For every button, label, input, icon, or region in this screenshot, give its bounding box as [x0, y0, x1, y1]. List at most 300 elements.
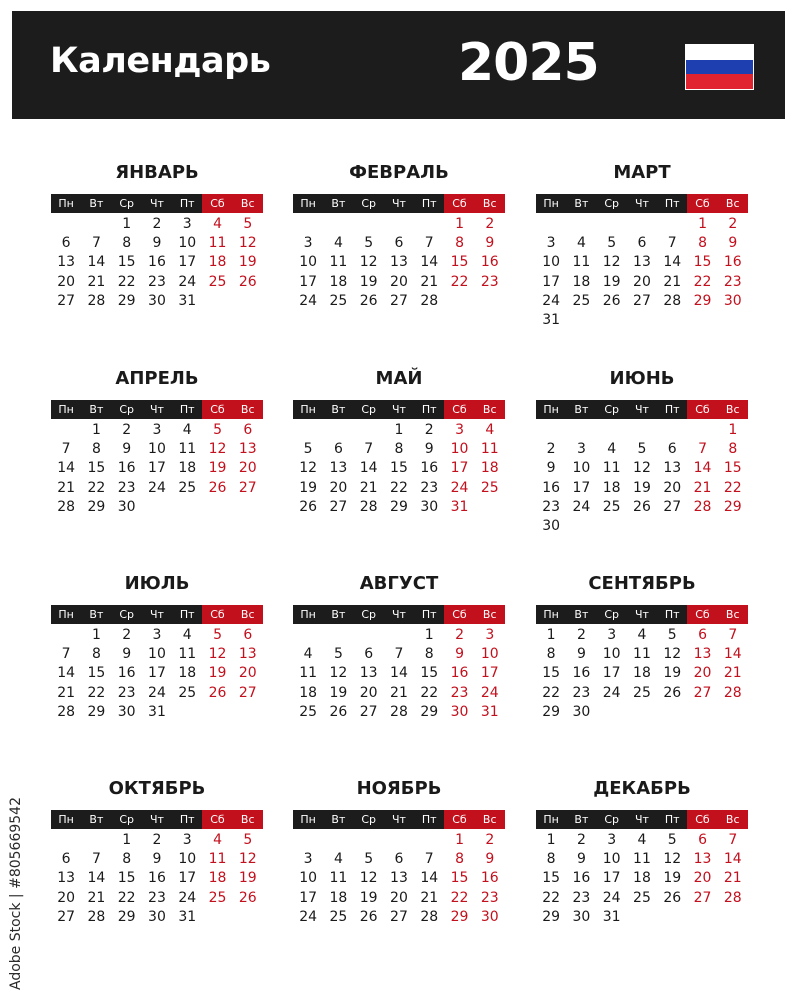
day-cell: 2	[455, 627, 464, 643]
day-cell: 5	[333, 646, 343, 663]
day-cell: 11	[572, 254, 591, 271]
day-cell: 9	[152, 235, 162, 252]
day-cell: 26	[299, 498, 318, 515]
day-cell: 24	[148, 479, 166, 496]
day-cell: 19	[238, 254, 257, 271]
month-block	[293, 368, 505, 568]
day-cell: 10	[148, 646, 166, 663]
day-cell: 31	[178, 292, 197, 309]
day-cell: 20	[693, 870, 712, 887]
day-cell: 12	[602, 254, 621, 271]
day-cell: 25	[329, 908, 348, 925]
day-cell: 5	[364, 235, 374, 252]
day-cell: 15	[420, 665, 439, 682]
weekday-header-row	[51, 810, 263, 829]
month-name: ИЮНЬ	[609, 368, 675, 389]
day-cell: 25	[602, 498, 621, 515]
day-cell: 10	[299, 254, 318, 271]
day-cell: 7	[394, 646, 404, 663]
day-cell: 17	[148, 460, 166, 477]
day-cell: 14	[693, 460, 712, 477]
day-cell: 3	[576, 441, 586, 458]
day-cell: 8	[455, 851, 464, 868]
day-cell: 7	[91, 235, 101, 252]
stock-watermark: Adobe Stock | #805669542	[8, 797, 24, 990]
day-cell: 23	[572, 889, 591, 906]
day-cell: 17	[450, 460, 469, 477]
day-cell: 16	[117, 460, 136, 477]
day-cell: 11	[633, 851, 651, 868]
day-cell: 8	[122, 235, 132, 252]
day-cell: 6	[698, 627, 707, 643]
weekday-label: Вс	[475, 810, 505, 829]
day-cell: 10	[178, 235, 197, 252]
day-cell: 5	[243, 216, 253, 232]
day-cell: 11	[633, 646, 651, 663]
day-cell: 19	[299, 479, 318, 496]
weekday-label: Сб	[687, 400, 717, 419]
day-cell: 25	[208, 273, 227, 290]
day-cell: 11	[329, 870, 348, 887]
day-cell: 23	[572, 684, 591, 701]
day-cell: 21	[57, 479, 76, 496]
month-name: ЯНВАРЬ	[115, 162, 199, 183]
day-cell: 16	[723, 254, 742, 271]
day-cell: 5	[637, 441, 647, 458]
day-cell: 26	[602, 292, 621, 309]
month-block	[293, 778, 505, 978]
day-cell: 18	[602, 479, 621, 496]
day-cell: 30	[572, 908, 591, 925]
day-cell: 5	[303, 441, 313, 458]
weekday-label: Сб	[444, 400, 474, 419]
day-cell: 25	[299, 703, 318, 720]
day-cell: 15	[693, 254, 712, 271]
day-cell: 24	[542, 292, 561, 309]
day-cell: 1	[546, 832, 556, 848]
weekday-label: Пн	[293, 605, 323, 624]
day-cell: 14	[57, 460, 76, 477]
day-cell: 6	[698, 832, 707, 848]
day-cell: 3	[546, 235, 556, 252]
day-cell: 8	[455, 235, 464, 252]
day-cell: 3	[182, 216, 192, 232]
day-cell: 12	[359, 870, 378, 887]
day-cell: 29	[420, 703, 439, 720]
day-cell: 1	[91, 422, 101, 438]
weekday-label: Пн	[51, 810, 81, 829]
day-cell: 18	[178, 460, 197, 477]
day-cell: 20	[390, 273, 408, 290]
weekday-label: Сб	[444, 194, 474, 213]
day-cell: 30	[420, 498, 439, 515]
day-cell: 14	[420, 254, 439, 271]
day-cell: 7	[728, 832, 738, 848]
day-cell: 11	[208, 235, 227, 252]
day-cell: 13	[693, 646, 712, 663]
day-cell: 8	[728, 441, 738, 458]
day-cell: 1	[728, 422, 738, 438]
day-cell: 1	[546, 627, 556, 643]
weekday-label: Чт	[384, 810, 414, 829]
day-cell: 23	[420, 479, 439, 496]
weekday-header-row	[51, 400, 263, 419]
weekday-label: Сб	[202, 400, 232, 419]
month-name: ДЕКАБРЬ	[593, 778, 691, 799]
day-cell: 26	[238, 273, 257, 290]
day-cell: 10	[299, 870, 318, 887]
month-block	[293, 162, 505, 362]
day-cell: 16	[450, 665, 469, 682]
day-cell: 19	[633, 479, 651, 496]
day-cell: 14	[723, 851, 742, 868]
day-cell: 15	[87, 665, 106, 682]
weekday-header-row	[51, 605, 263, 624]
day-cell: 9	[455, 646, 464, 663]
day-cell: 6	[364, 646, 374, 663]
day-cell: 17	[178, 254, 197, 271]
day-cell: 24	[602, 684, 621, 701]
day-cell: 31	[148, 703, 166, 720]
day-cell: 13	[57, 870, 76, 887]
weekday-label: Вт	[323, 810, 353, 829]
calendar-header	[12, 11, 785, 119]
month-block	[51, 368, 263, 568]
day-cell: 27	[390, 292, 408, 309]
weekday-label: Пн	[293, 194, 323, 213]
day-cell: 5	[667, 832, 677, 848]
weekday-label: Ср	[112, 194, 142, 213]
weekday-label: Вс	[233, 605, 263, 624]
day-cell: 7	[91, 851, 101, 868]
day-cell: 22	[390, 479, 408, 496]
day-cell: 16	[572, 870, 591, 887]
day-cell: 23	[480, 273, 499, 290]
day-cell: 29	[542, 703, 561, 720]
day-cell: 21	[420, 889, 439, 906]
day-cell: 7	[424, 235, 434, 252]
day-cell: 24	[572, 498, 591, 515]
day-cell: 22	[117, 889, 136, 906]
day-cell: 24	[178, 889, 197, 906]
weekday-label: Вс	[718, 605, 748, 624]
day-cell: 17	[299, 889, 318, 906]
day-cell: 23	[148, 273, 166, 290]
day-cell: 20	[359, 684, 378, 701]
day-cell: 22	[450, 889, 469, 906]
day-cell: 30	[572, 703, 591, 720]
day-cell: 25	[633, 684, 651, 701]
month-name: ФЕВРАЛЬ	[349, 162, 449, 183]
day-cell: 12	[329, 665, 348, 682]
month-name: НОЯБРЬ	[356, 778, 442, 799]
day-cell: 26	[329, 703, 348, 720]
day-cell: 26	[633, 498, 651, 515]
day-cell: 13	[359, 665, 378, 682]
day-cell: 2	[546, 441, 556, 458]
weekday-label: Вс	[718, 810, 748, 829]
weekday-label: Сб	[687, 194, 717, 213]
day-cell: 28	[663, 292, 682, 309]
weekday-label: Вт	[323, 605, 353, 624]
weekday-label: Ср	[597, 194, 627, 213]
month-name: ИЮЛЬ	[124, 573, 190, 594]
weekday-label: Вт	[566, 194, 596, 213]
day-cell: 24	[178, 273, 197, 290]
day-cell: 6	[61, 851, 71, 868]
day-cell: 1	[424, 627, 434, 643]
day-cell: 26	[208, 479, 227, 496]
month-block	[536, 368, 748, 568]
day-cell: 17	[299, 273, 318, 290]
day-cell: 9	[152, 851, 162, 868]
day-cell: 16	[148, 254, 166, 271]
month-block	[51, 162, 263, 362]
day-cell: 20	[390, 889, 408, 906]
day-cell: 16	[480, 870, 499, 887]
day-cell: 12	[238, 851, 257, 868]
day-cell: 13	[633, 254, 651, 271]
weekday-label: Вт	[81, 194, 111, 213]
day-cell: 23	[542, 498, 561, 515]
weekday-label: Сб	[202, 194, 232, 213]
day-cell: 3	[455, 422, 464, 438]
month-block	[51, 573, 263, 773]
day-cell: 15	[87, 460, 106, 477]
weekday-label: Пт	[172, 194, 202, 213]
weekday-label: Вс	[475, 194, 505, 213]
day-cell: 10	[602, 851, 621, 868]
weekday-label: Пн	[536, 605, 566, 624]
day-cell: 4	[637, 832, 647, 848]
day-cell: 3	[152, 422, 162, 438]
day-cell: 18	[633, 665, 651, 682]
day-cell: 28	[723, 684, 742, 701]
day-cell: 24	[299, 908, 318, 925]
weekday-label: Пт	[657, 605, 687, 624]
day-cell: 14	[723, 646, 742, 663]
day-cell: 3	[303, 851, 313, 868]
day-cell: 4	[485, 422, 495, 438]
month-name: СЕНТЯБРЬ	[588, 573, 696, 594]
day-cell: 10	[450, 441, 469, 458]
calendar-title: Календарь	[50, 41, 271, 81]
day-cell: 21	[57, 684, 76, 701]
day-cell: 15	[117, 870, 136, 887]
day-cell: 25	[480, 479, 499, 496]
weekday-header-row	[293, 605, 505, 624]
weekday-label: Пн	[536, 810, 566, 829]
weekday-label: Вс	[233, 194, 263, 213]
day-cell: 26	[238, 889, 257, 906]
day-cell: 18	[178, 665, 197, 682]
day-cell: 18	[329, 273, 348, 290]
day-cell: 17	[480, 665, 499, 682]
day-cell: 7	[61, 646, 71, 663]
day-cell: 30	[480, 908, 499, 925]
day-cell: 17	[602, 870, 621, 887]
weekday-label: Пт	[414, 194, 444, 213]
day-cell: 8	[91, 646, 101, 663]
day-cell: 4	[333, 235, 343, 252]
day-cell: 13	[57, 254, 76, 271]
weekday-header-row	[536, 400, 748, 419]
day-cell: 3	[152, 627, 162, 643]
weekday-label: Вт	[566, 810, 596, 829]
day-cell: 26	[359, 908, 378, 925]
day-cell: 6	[61, 235, 71, 252]
day-cell: 25	[208, 889, 227, 906]
day-cell: 2	[152, 832, 162, 848]
weekday-label: Пн	[536, 194, 566, 213]
day-cell: 29	[117, 908, 136, 925]
day-cell: 25	[178, 684, 197, 701]
weekday-label: Сб	[444, 810, 474, 829]
day-cell: 16	[480, 254, 499, 271]
day-cell: 21	[693, 479, 712, 496]
month-block	[536, 778, 748, 978]
weekday-label: Ср	[354, 810, 384, 829]
day-cell: 9	[485, 235, 495, 252]
day-cell: 1	[698, 216, 707, 232]
day-cell: 28	[87, 908, 106, 925]
day-cell: 10	[148, 441, 166, 458]
weekday-label: Пт	[414, 810, 444, 829]
day-cell: 1	[91, 627, 101, 643]
month-name: АПРЕЛЬ	[115, 368, 199, 389]
day-cell: 7	[728, 627, 738, 643]
weekday-header-row	[51, 194, 263, 213]
day-cell: 25	[633, 889, 651, 906]
day-cell: 26	[208, 684, 227, 701]
day-cell: 2	[152, 216, 162, 232]
weekday-label: Ср	[354, 605, 384, 624]
day-cell: 22	[693, 273, 712, 290]
day-cell: 30	[450, 703, 469, 720]
weekday-label: Ср	[354, 194, 384, 213]
day-cell: 11	[329, 254, 348, 271]
day-cell: 28	[57, 703, 76, 720]
day-cell: 21	[87, 889, 106, 906]
day-cell: 3	[607, 627, 617, 643]
day-cell: 27	[238, 479, 257, 496]
day-cell: 21	[663, 273, 682, 290]
day-cell: 1	[394, 422, 404, 438]
day-cell: 29	[390, 498, 408, 515]
day-cell: 23	[450, 684, 469, 701]
day-cell: 3	[607, 832, 617, 848]
day-cell: 10	[178, 851, 197, 868]
day-cell: 3	[182, 832, 192, 848]
month-name: МАРТ	[613, 162, 671, 183]
day-cell: 30	[117, 703, 136, 720]
day-cell: 11	[178, 646, 197, 663]
weekday-label: Пт	[414, 400, 444, 419]
day-cell: 18	[299, 684, 318, 701]
day-cell: 2	[728, 216, 738, 232]
day-cell: 9	[122, 646, 132, 663]
day-cell: 14	[57, 665, 76, 682]
weekday-header-row	[293, 194, 505, 213]
month-name: АВГУСТ	[359, 573, 439, 594]
day-cell: 1	[122, 216, 132, 232]
day-cell: 19	[208, 460, 227, 477]
day-cell: 4	[213, 832, 222, 848]
day-cell: 9	[122, 441, 132, 458]
day-cell: 10	[572, 460, 591, 477]
weekday-label: Пн	[51, 605, 81, 624]
day-cell: 6	[637, 235, 647, 252]
weekday-label: Вс	[475, 400, 505, 419]
day-cell: 22	[450, 273, 469, 290]
day-cell: 18	[329, 889, 348, 906]
day-cell: 9	[485, 851, 495, 868]
day-cell: 20	[57, 273, 76, 290]
day-cell: 19	[663, 870, 682, 887]
day-cell: 27	[663, 498, 682, 515]
day-cell: 2	[424, 422, 434, 438]
month-block	[51, 778, 263, 978]
day-cell: 2	[122, 422, 132, 438]
day-cell: 22	[542, 684, 561, 701]
day-cell: 18	[633, 870, 651, 887]
day-cell: 4	[333, 851, 343, 868]
day-cell: 16	[117, 665, 136, 682]
weekday-label: Пн	[293, 400, 323, 419]
day-cell: 28	[87, 292, 106, 309]
day-cell: 14	[390, 665, 408, 682]
day-cell: 6	[394, 235, 404, 252]
calendar-year: 2025	[458, 33, 599, 93]
weekday-label: Сб	[444, 605, 474, 624]
day-cell: 19	[359, 889, 378, 906]
weekday-label: Вт	[81, 605, 111, 624]
day-cell: 3	[485, 627, 495, 643]
day-cell: 31	[450, 498, 469, 515]
day-cell: 11	[480, 441, 499, 458]
day-cell: 13	[238, 441, 257, 458]
day-cell: 25	[178, 479, 197, 496]
day-cell: 28	[57, 498, 76, 515]
day-cell: 13	[390, 254, 408, 271]
day-cell: 16	[572, 665, 591, 682]
day-cell: 31	[602, 908, 621, 925]
weekday-header-row	[293, 400, 505, 419]
day-cell: 22	[87, 479, 106, 496]
weekday-label: Пт	[657, 194, 687, 213]
day-cell: 13	[663, 460, 682, 477]
weekday-label: Чт	[627, 605, 657, 624]
day-cell: 13	[329, 460, 348, 477]
day-cell: 12	[633, 460, 651, 477]
day-cell: 27	[238, 684, 257, 701]
month-block	[293, 573, 505, 773]
day-cell: 15	[450, 870, 469, 887]
day-cell: 26	[663, 684, 682, 701]
day-cell: 5	[213, 422, 222, 438]
weekday-label: Ср	[112, 810, 142, 829]
day-cell: 4	[637, 627, 647, 643]
day-cell: 21	[390, 684, 408, 701]
weekday-label: Вс	[718, 400, 748, 419]
day-cell: 25	[329, 292, 348, 309]
day-cell: 5	[364, 851, 374, 868]
day-cell: 11	[299, 665, 318, 682]
day-cell: 16	[148, 870, 166, 887]
day-cell: 19	[359, 273, 378, 290]
day-cell: 24	[148, 684, 166, 701]
weekday-label: Пт	[172, 810, 202, 829]
